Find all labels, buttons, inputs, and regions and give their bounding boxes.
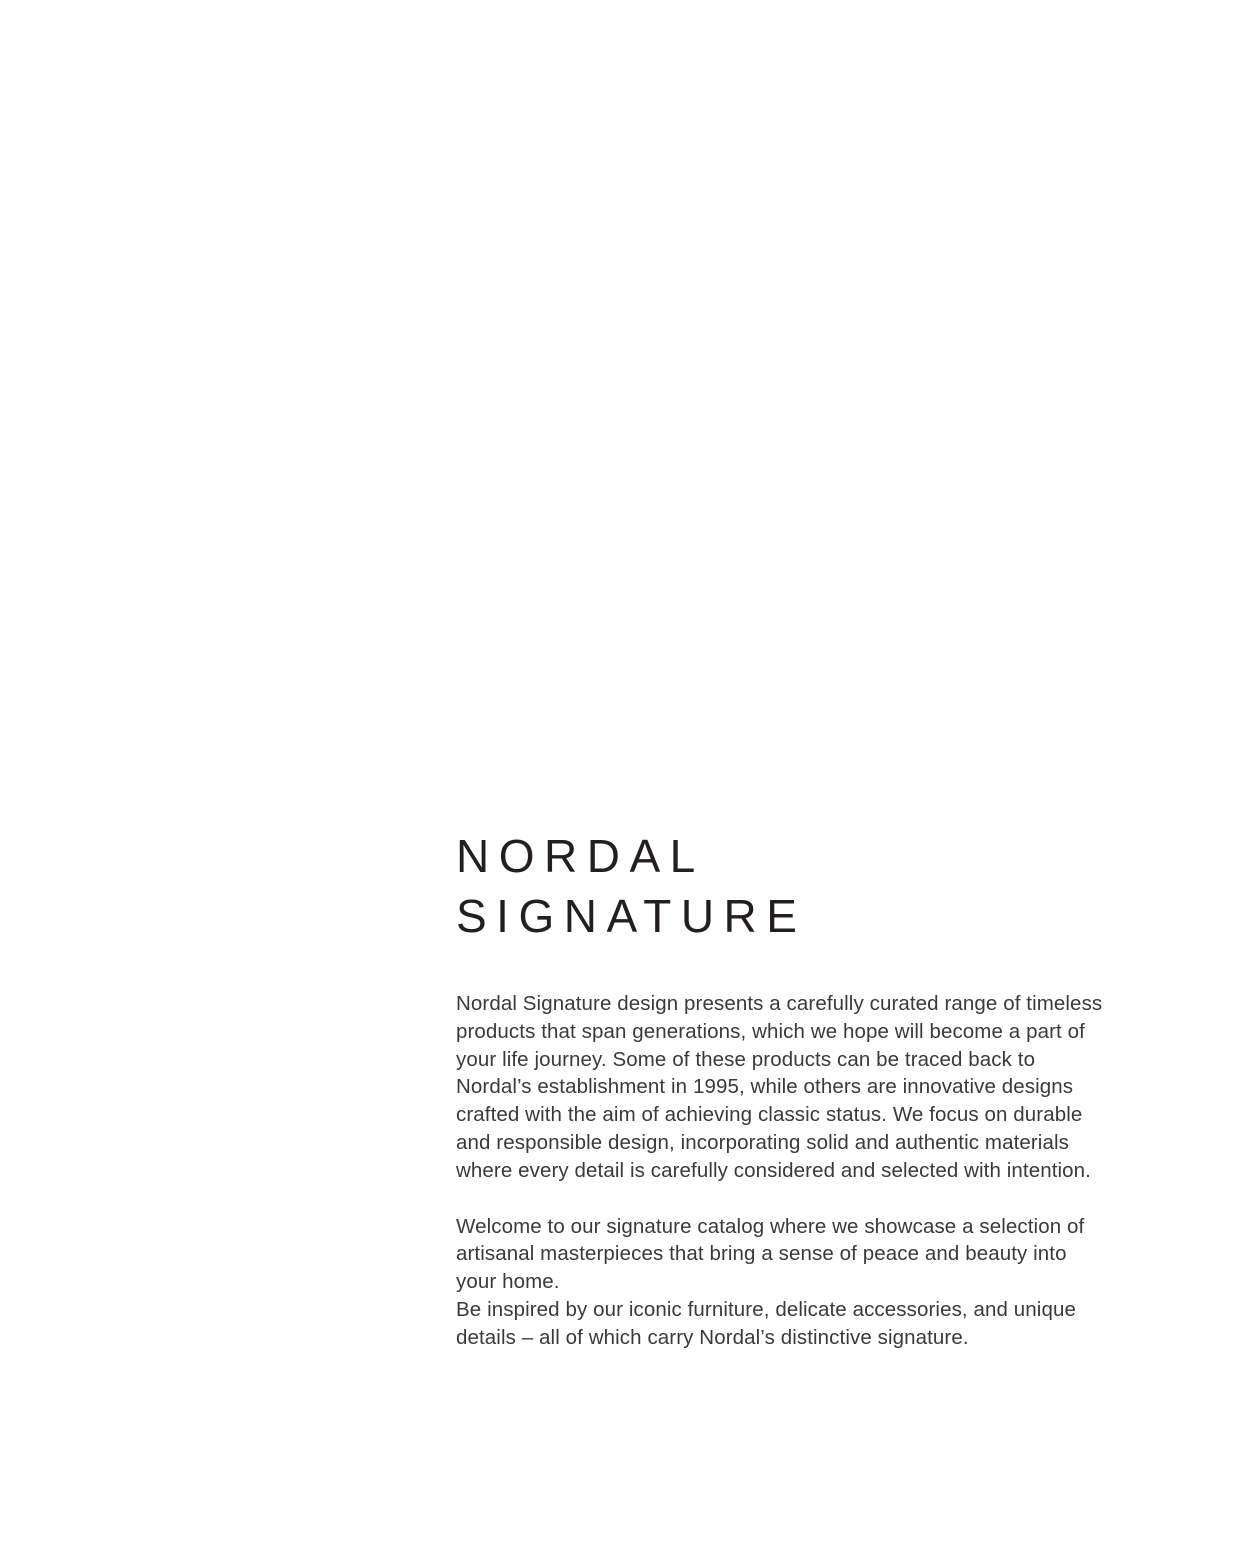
intro-paragraph: Nordal Signature design presents a carefully curated range of timeless products that span generations, which we hope will become a part of your life journey. Some of these products can be traced back to Nordal’s establishment in 1995, while others are innovative designs crafted with the aim of achieving classic status. We focus on durable and responsible design, incorporating solid and authentic materials where every detail is carefully considered and selected with intention. — [456, 992, 1103, 1182]
welcome-paragraph: Welcome to our signature catalog where we showcase a selection of artisanal masterpieces that bring a sense of peace and beauty into your home. Be inspired by our iconic furniture, delicate accessories, and unique details – all of which carry Nordal’s distinctive signature. — [456, 1214, 1085, 1349]
body-copy — [456, 990, 1104, 1352]
page-title-line-1: NORDAL — [456, 830, 705, 882]
blank-bottom-region — [0, 1380, 1241, 1565]
content-block — [456, 826, 1116, 1352]
page-title — [456, 826, 1116, 946]
page-title-line-2: SIGNATURE — [456, 890, 807, 942]
